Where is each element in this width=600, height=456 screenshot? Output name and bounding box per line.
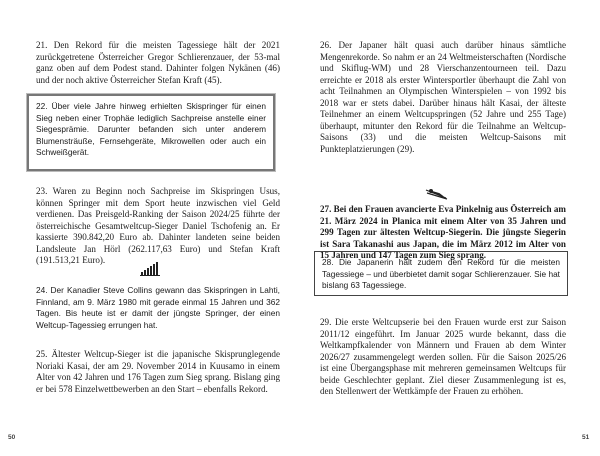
ski-jump-ramp-icon <box>140 262 160 281</box>
page-number-right: 51 <box>582 434 590 441</box>
paragraph-24: 24. Der Kanadier Steve Collins gewann das Skispringen in Lahti, Finnland, am 9. März 1980 mit gerade einmal 15 Jahren und 362 Tagen. Bis heute ist er damit der jüngste Springer, der einen Weltcup-Tagessieg errungen hat. <box>36 285 280 330</box>
paragraph-23: 23. Waren zu Beginn noch Sachpreise im Skispringen Usus, können Springer mit dem Sport heute inzwischen viel Geld verdienen. Das Preisgeld-Ranking der Saison 2024/25 führte der österreichische Gesamtweltcup-Sieger Daniel Tschofenig an. Er kassierte 390.842,20 Euro ab. Dahinter landeten seine beiden Landsleute Jan Hörl (262.117,63 Euro) und Stefan Kraft (191.513,21 Euro). <box>36 186 280 265</box>
paragraph-25: 25. Ältester Weltcup-Sieger ist die japanische Skisprunglegende Noriaki Kasai, der am 29. November 2014 in Kuusamo in einem Alter von 42 Jahren und 176 Tagen zum Sieg sprang. Bislang ging er bei 578 Einzelwettbewerben an den Start – ebenfalls Rekord. <box>36 349 280 394</box>
paragraph-21: 21. Den Rekord für die meisten Tagessiege hält der 2021 zurückgetretene Österreicher Gregor Schlierenzauer, der 53-mal ganz oben auf dem Podest stand. Dahinter folgen Nykänen (46) und der noch aktive Österreicher Stefan Kraft (45). <box>36 40 280 85</box>
paragraph-29: 29. Die erste Weltcupserie bei den Frauen wurde erst zur Saison 2011/12 eingeführt. Im Januar 2025 wurde bekannt, dass die Weltkampfkalender von Männern und Frauen ab dem Winter 2026/27 zusammengelegt werden sollen. Für die Saison 2025/26 ist eine Übergangsphase mit mehreren gemeinsamen Weltcups für beide Geschlechter geplant. Ziel dieser Zusammenlegung ist es, den Stellenwert der Wettkämpfe der Frauen zu erhöhen. <box>320 317 566 396</box>
paragraph-27: 27. Bei den Frauen avancierte Eva Pinkelnig aus Österreich am 21. März 2024 in Planica mit einem Alter von 35 Jahren und 299 Tagen zur ältesten Weltcup-Siegerin. Die jüngste Siegerin ist Sara Takanashi aus Japan, die im März 2012 im Alter von 15 Jahren und 147 Tagen zum Sieg sprang. <box>320 204 566 260</box>
fact-box-22: 22. Über viele Jahre hinweg erhielten Skispringer für einen Sieg neben einer Trophäe lediglich Sachpreise anstelle einer Siegesprämie. Darunter befanden sich unter anderem Blumensträuße, Fernsehgeräte, Mikrowellen oder auch ein Schweißgerät. <box>27 94 275 171</box>
right-page <box>300 0 600 456</box>
paragraph-26: 26. Der Japaner hält quasi auch darüber hinaus sämtliche Mengenrekorde. So nahm er an 24 Weltmeisterschaften (Nordische und Skiflug-WM) und 28 Vierschanzentourneen teil. Dazu erreichte er 2018 als erster Wintersportler überhaupt die Zahl von acht Teilnahmen an Olympischen Winterspielen – von 1992 bis 2018 war er stets dabei. Darüber hinaus hält Kasai, der älteste Teilnehmer an einem Weltcupspringen (52 Jahre und 255 Tage) überhaupt, mitunter den Rekord für die Teilnahme an Weltcup-Saisons (33) und die meisten Weltcup-Saisons mit Punkteplatzierungen (29). <box>320 40 566 154</box>
page-number-left: 50 <box>8 434 16 441</box>
fact-box-28: 28. Die Japanerin hält zudem den Rekord für die meisten Tagessiege – und überbietet damit sogar Schlierenzauer. Sie hat bislang 63 Tagessiege. <box>314 251 568 296</box>
